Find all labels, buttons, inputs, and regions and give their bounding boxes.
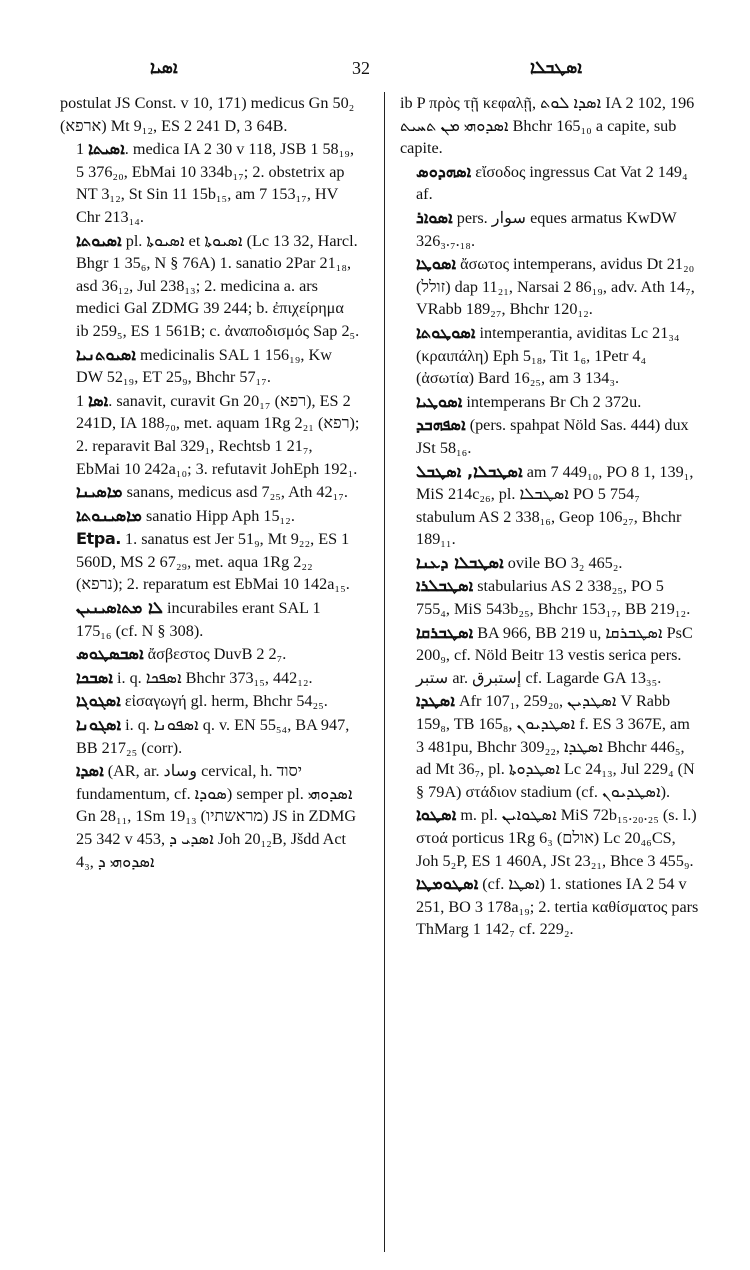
entry-text: sanatio Hipp Aph 15₁₂.	[146, 506, 295, 525]
dictionary-entry	[400, 207, 700, 252]
entry-text: am 7 449₁₀, PO 8 1, 139₁, MiS 214c₂₆, pl. ܐܣܛܒܠܐ PO 5 754₇ stabulum AS 2 338₁₆, Geop 106₂₇, Bhchr 189₁₁.	[416, 462, 694, 549]
dictionary-entry	[400, 253, 700, 321]
entry-text: intemperantia, aviditas Lc 21₃₄ (κραιπάλη) Eph 5₁₈, Tit 1₆, 1Petr 4₄ (ἀσωτία) Bard 16₂₅, am 3 134₃.	[416, 323, 680, 388]
entry-text: pers. سوار eques armatus KwDW 326₃.₇.₁₈.	[416, 208, 677, 250]
dictionary-entry	[60, 760, 360, 873]
dictionary-entry	[400, 690, 700, 803]
dictionary-entry	[400, 461, 700, 551]
dictionary-entry	[400, 161, 700, 206]
running-head-right: ܐܣܛܒܠܐ	[530, 58, 582, 78]
dictionary-entry	[400, 322, 700, 390]
entry-headword: ܐܣܛܒܪܩܐ	[416, 622, 474, 642]
entry-text: intemperans Br Ch 2 372u.	[466, 392, 642, 411]
entry-headword: ܐܣܘܛܘܬܐ	[416, 322, 476, 342]
dictionary-entry	[60, 597, 360, 642]
entry-text: sanans, medicus asd 7₂₅, Ath 42₁₇.	[126, 483, 348, 502]
entry-text: ἄσβεστος DuvB 2 2₇.	[147, 645, 287, 664]
entry-text: pl. ܐܣܝܘܬܐ et ܐܣܝܘܬܐ (Lc 13 32, Harcl. Bhgr 1 35₆, N § 76A) 1. sanatio 2Par 21₁₈, asd 36₁₂, Jul 238₁₃; 2. medicina a. ars medici Gal ZDMG 39 244; b. ἐπιχείρημα ib 259₅, ES 1 561B; c. ἀναποδισμός Sap 2₅.	[76, 231, 360, 340]
entry-headword: ܐܣܛܒܠܪܐ	[416, 576, 474, 596]
dictionary-entry	[60, 344, 360, 389]
entry-headword: ܡܐܣܝܢܐ	[76, 482, 123, 502]
entry-headword: ܐܣܗܕܘܣ	[416, 161, 472, 181]
entry-text: stabularius AS 2 338₂₅, PO 5 755₄, MiS 543b₂₅, Bhchr 153₁₇, BB 219₁₂.	[416, 577, 691, 619]
entry-text: εἴσοδος ingressus Cat Vat 2 149₄ af.	[416, 162, 688, 204]
entry-headword: ܐܣܘܐܪ	[416, 207, 453, 227]
entry-headword: ܐܣܒܣܛܘܣ	[76, 644, 144, 664]
entry-text: ovile BO 3₂ 465₂.	[507, 553, 623, 572]
entry-text: 1. sanavit, curavit Gn 20₁₇ (ר‍פ‍א), ES 2 241D, IA 188₇₀, met. aquam 1Rg 2₂₁ (ר‍פ‍א); 2. reparavit Bal 329₁, Rechtsb 1 21₇, EbMai 10 242a₁₀; 3. refutavit JohEph 192₁.	[76, 391, 360, 478]
entry-headword: ܡܐܣܝܢܘܬܐ	[76, 505, 142, 525]
entry-headword: ܐܣܛܒܠܐ ܕܥܢܐ	[416, 552, 504, 572]
dictionary-entry	[400, 575, 700, 620]
entry-headword: ܐܣܐ	[88, 390, 109, 410]
entry-text: (pers. spahpat Nöld Sas. 444) dux JSt 58₁₆.	[416, 416, 689, 457]
left-column	[60, 92, 360, 874]
entry-headword: ܐܣܛܕܐ	[416, 691, 455, 711]
entry-text: BA 966, BB 219 u, ܐܣܛܒܪܩܐ PsC 200₉, cf. Nöld Beitr 13 vestis serica pers. ستبر ar. إستبرق cf. Lagarde GA 13₃₅.	[416, 623, 693, 687]
dictionary-entry	[60, 390, 360, 480]
entry-text: 1. sanatus est Jer 51₉, Mt 9₂₂, ES 1 560D, MS 2 67₂₉, met. aqua 1Rg 2₂₂ (נ‍ר‍פ‍א); 2. reparatum est EbMai 10 142a₁₅.	[76, 530, 350, 594]
entry-text: ib P πρὸς τῇ κεφαλῇ, ܐܣܕܐ ܠܘܬ IA 2 102, 196 ܐܣܕܘܗܝ ܡܢ ܬܚܝܬ Bhchr 165₁₀ a capite, sub capite.	[400, 94, 695, 158]
right-column	[400, 92, 700, 942]
entry-text: 1. medica IA 2 30 v 118, JSB 1 58₁₉, 5 376₂₀, EbMai 10 334b₁₇; 2. obstetrix ap NT 3₁₂, St Sin 11 15b₁₅, am 7 153₁₇, HV Chr 213₁₄.	[76, 140, 354, 226]
dictionary-entry	[60, 505, 360, 528]
entry-headword: ܐܣܛܒܠܐ, ܐܣܛܒܠ	[416, 461, 523, 481]
entry-headword: ܐܣܛܘܐ	[416, 805, 457, 825]
entry-headword: ܐܣܝܬܐ	[88, 139, 125, 159]
entry-text: i. q. ܐܣܦܘܢܐ q. v. EN 55₅₄, BA 947, BB 217₂₅ (corr).	[76, 716, 350, 757]
entry-text: postulat JS Const. v 10, 171) medicus Gn 50₂ (א‍ר‍פ‍א) Mt 9₁₂, ES 2 241 D, 3 64B.	[60, 94, 355, 135]
dictionary-entry	[60, 230, 360, 343]
page-number: 32	[352, 58, 370, 78]
dictionary-entry	[60, 643, 360, 666]
entry-text: εἰσαγωγή gl. herm, Bhchr 54₂₅.	[124, 692, 328, 711]
entry-text: m. pl. ܐܣܛܘܐܝܢ MiS 72b₁₅.₂₀.₂₅ (s. l.) στοά porticus 1Rg 6₃ (א‍ו‍ל‍ם) Lc 20₄₆CS, Joh 5₂P, ES 1 460A, JSt 23₂₁, Bhce 3 455₉.	[416, 806, 697, 870]
dictionary-entry	[60, 528, 360, 596]
dictionary-entry	[400, 873, 700, 941]
entry-headword: ܐܣܒܟܐ	[76, 667, 113, 687]
entry-text: i. q. ܐܣܦܟܐ Bhchr 373₁₅, 442₁₂.	[117, 668, 313, 687]
entry-text: medicinalis SAL 1 156₁₉, Kw DW 52₁₉, ET 25₉, Bhchr 57₁₇.	[76, 345, 332, 387]
entry-headword: ܐܣܛܘܡܛܐ	[416, 874, 479, 894]
entry-headword: ܐܣܘܛܝܐ	[416, 391, 463, 411]
entry-text: (cf. ܐܣܛܐ) 1. stationes IA 2 54 v 251, BO 3 178a₁₉; 2. tertia καθίσματος pars ThMarg 1 142₇ cf. 229₂.	[416, 875, 699, 939]
entry-headword: ܐܣܝܘܬܐ	[76, 230, 122, 250]
entry-text: incurabiles erant SAL 1 175₁₆ (cf. N § 308).	[76, 599, 321, 640]
entry-headword: ܠܐ ܡܬܐܣܝܢܝܢ	[76, 598, 163, 618]
dictionary-entry	[60, 92, 360, 137]
dictionary-entry	[400, 92, 700, 160]
entry-headword: ܐܣܝܘܬܢܝܐ	[76, 344, 136, 364]
dictionary-entry	[60, 690, 360, 713]
running-head-left: ܐܣܝܐ	[150, 58, 178, 78]
dictionary-entry	[400, 552, 700, 575]
dictionary-entry	[400, 414, 700, 459]
dictionary-entry	[60, 138, 360, 228]
entry-headword: ܐܣܓܘܢܐ	[76, 715, 122, 735]
dictionary-entry	[400, 622, 700, 690]
entry-headword: ܐܣܕܐ	[76, 761, 104, 781]
dictionary-entry	[60, 667, 360, 690]
dictionary-entry	[400, 391, 700, 414]
entry-text: (AR, ar. وساد cervical, h. י‍ס‍ו‍ד fundamentum, cf. ܣܘܕܐ) semper pl. ܐܣܕܘܗܝ Gn 28₁₁, 1Sm 19₁₃ (מ‍ר‍א‍ש‍ת‍י‍ו) JS in ZDMG 25 342 v 453, ܐܣܕܝ ܕ Joh 20₁₂B, Jšdd Act 4₃, ܐܣܕܘܗܝ ܕ	[76, 762, 357, 871]
entry-headword: ܐܣܘܛܐ	[416, 254, 457, 274]
entry-headword: ܐܣܓܘܓܐ	[76, 691, 121, 711]
dictionary-entry	[60, 481, 360, 504]
entry-text: ἄσωτος intemperans, avidus Dt 21₂₀ (ז‍ו‍ל‍ל) dap 11₂₁, Narsai 2 86₁₉, adv. Ath 14₇, VRabb 189₂₇, Bhchr 120₁₂.	[416, 255, 695, 319]
entry-headword: Etpa.	[76, 529, 121, 549]
column-divider	[384, 92, 385, 1252]
entry-headword: ܐܣܦܗܒܕ	[416, 415, 466, 435]
dictionary-entry	[400, 804, 700, 872]
entry-text: Afr 107₁, 259₂₀, ܐܣܛܕܝܢ V Rabb 159₈, TB 165₈, ܐܣܛܕܝܘܢ f. ES 3 367E, am 3 481pu, Bhchr 309₂₂, ܐܣܛܕܐ Bhchr 446₅, ad Mt 36₇, pl. ܐܣܛܕܘܬܐ Lc 24₁₃, Jul 229₄ (N § 79A) στάδιον stadium (cf. ܐܣܛܕܝܘܢ).	[416, 692, 695, 801]
dictionary-entry	[60, 714, 360, 759]
